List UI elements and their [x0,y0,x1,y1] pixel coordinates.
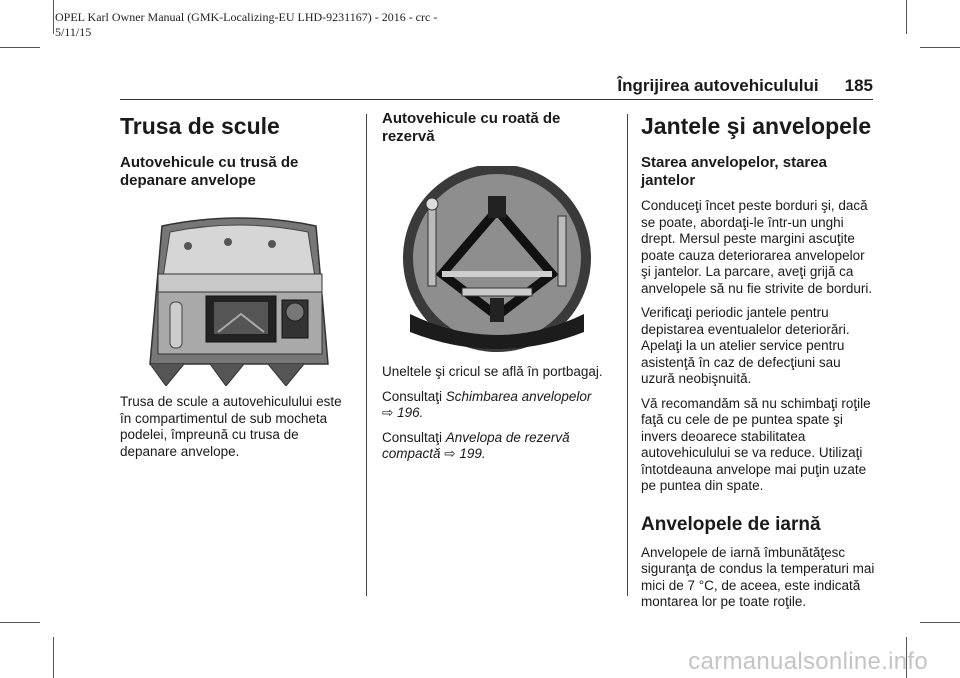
column-spare-wheel [382,110,604,463]
header-date: 5/11/15 [55,25,92,39]
subsection-heading: Starea anvelopelor, starea jantelor [641,154,827,189]
section-title: Îngrijirea autovehiculului [617,76,819,95]
header-line: OPEL Karl Owner Manual (GMK-Localizing-EU LHD-9231167) - 2016 - crc - [55,10,438,24]
ref-prefix: Consultaţi [382,388,446,404]
page-ref-icon: ⇨ [382,405,394,420]
crop-mark [53,0,54,34]
watermark: carmanualsonline.info [688,648,928,675]
crop-mark [0,47,40,48]
crop-mark [906,0,907,34]
header-rule [120,99,873,100]
crop-mark [0,622,40,623]
body-paragraph: Conduceţi încet peste borduri şi, dacă se poate, abordaţi-le într-un unghi drept. Mersul peste margini ascuţite poate cauza deteriorarea anvelopelor şi jantelor. La parcare, aveţi grijă ca anvelopele să nu fie strivite de borduri. [641,198,873,296]
column-divider [627,114,628,596]
body-paragraph: Uneltele şi cricul se află în portbagaj. [382,364,603,379]
section-heading: Jantele şi anvelopele [641,113,872,139]
crop-mark [920,47,960,48]
ref-prefix: Consultaţi [382,429,446,445]
document-header [55,10,437,40]
ref-page: 199. [455,446,486,461]
jack-and-tools-illustration [402,166,592,356]
body-paragraph: Verificaţi periodic jantele pentru depistarea eventualelor deteriorări. Apelaţi la un atelier service pentru asistenţă în caz de defecţiuni sau uzură neobişnuită. [641,305,850,386]
running-head [617,76,873,96]
subsection-heading: Autovehicule cu trusă de depanare anvelope [120,154,299,189]
crop-mark [53,637,54,678]
section-heading: Trusa de scule [120,113,280,139]
column-wheels-tyres [641,110,876,611]
column-divider [366,114,367,596]
subsection-heading: Anvelopele de iarnă [641,513,821,535]
ref-link[interactable]: Anvelopa de rezervă compactă [382,429,570,461]
page-number: 185 [844,76,873,95]
body-paragraph: Anvelopele de iarnă îmbunătăţesc siguranţa de condus la temperaturi mai mici de 7 °C, de aceea, este indicată montarea lor pe toate roţile. [641,544,875,609]
crop-mark [920,622,960,623]
ref-page: 196. [393,405,424,420]
tool-kit-illustration [144,214,334,386]
page-ref-icon: ⇨ [444,446,456,461]
body-paragraph: Trusa de scule a autovehiculului este în compartimentul de sub mocheta podelei, împreună cu trusa de depanare anvelope. [120,394,342,459]
ref-link[interactable]: Schimbarea anvelopelor [445,388,592,404]
column-tool-kit [120,110,352,460]
subsection-heading: Autovehicule cu roată de rezervă [382,110,561,145]
cross-reference[interactable] [382,389,604,422]
cross-reference[interactable] [382,430,604,463]
body-paragraph: Vă recomandăm să nu schimbaţi roţile faţă cu cele de pe puntea spate şi invers deoarece stabilitatea autovehiculului se va reduce. Utilizaţi întotdeauna anvelope mai puţin uzate pe puntea din spate. [641,395,871,493]
